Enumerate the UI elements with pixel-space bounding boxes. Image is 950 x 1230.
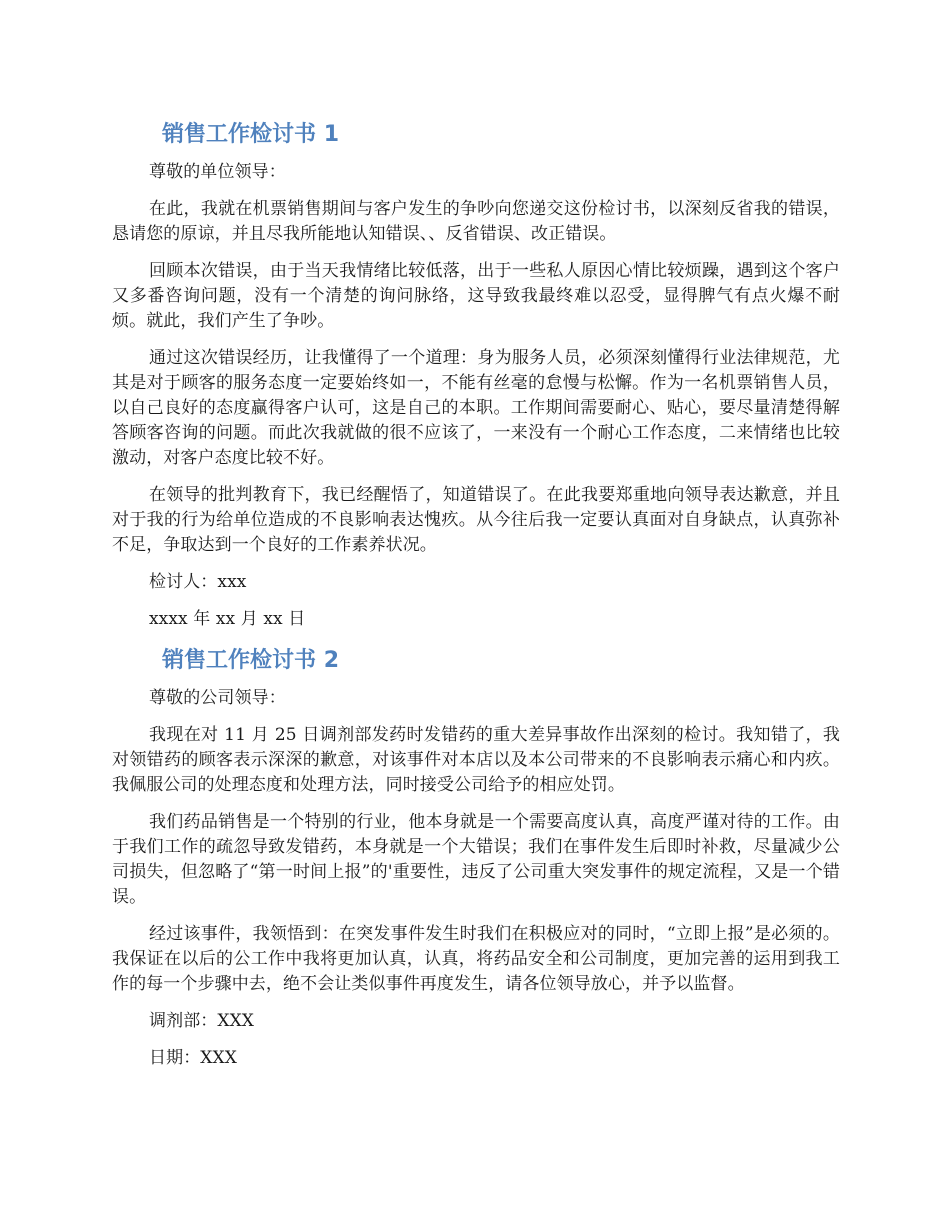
letter-1-title-text: 销售工作检讨书 <box>162 122 317 147</box>
letter-2-paragraph-1: 我现在对 11 月 25 日调剂部发药时发错药的重大差异事故作出深刻的检讨。我知错了，我对领错药的顾客表示深深的歉意，对该事件对本店以及本公司带来的不良影响表示痛心和内疚。我佩服公司的处理态度和处理方法，同时接受公司给予的相应处罚。 <box>112 725 840 795</box>
letter-1-title <box>162 118 840 152</box>
letter-1-title-number: 1 <box>323 122 339 147</box>
letter-1-paragraph-4: 在领导的批判教育下，我已经醒悟了，知道错误了。在此我要郑重地向领导表达歉意，并且对于我的行为给单位造成的不良影响表达愧疚。从今往后我一定要认真面对自身缺点，认真弥补不足，争取达到一个良好的工作素养状况。 <box>112 485 840 555</box>
letter-2-title-number: 2 <box>323 648 339 673</box>
document-page <box>112 118 840 1083</box>
letter-1-paragraph-2: 回顾本次错误，由于当天我情绪比较低落，出于一些私人原因心情比较烦躁，遇到这个客户又多番咨询问题，没有一个清楚的询问脉络，这导致我最终难以忍受，显得脾气有点火爆不耐烦。就此，我们产生了争吵。 <box>112 261 840 331</box>
letter-1-signer: 检讨人：xxx <box>149 572 247 592</box>
letter-1 <box>112 118 840 632</box>
letter-2-paragraph-3: 经过该事件，我领悟到：在突发事件发生时我们在积极应对的同时，“立即上报”是必须的。我保证在以后的公工作中我将更加认真，认真，将药品安全和公司制度，更加完善的运用到我工作的每一个步骤中去，绝不会让类似事件再度发生，请各位领导放心，并予以监督。 <box>112 924 840 994</box>
letter-1-paragraph-3: 通过这次错误经历，让我懂得了一个道理：身为服务人员，必须深刻懂得行业法律规范，尤其是对于顾客的服务态度一定要始终如一，不能有丝毫的怠慢与松懈。作为一名机票销售人员，以自己良好的态度赢得客户认可，这是自己的本职。工作期间需要耐心、贴心，要尽量清楚得解答顾客咨询的问题。而此次我就做的很不应该了，一来没有一个耐心工作态度，二来情绪也比较激动，对客户态度比较不好。 <box>112 348 840 468</box>
letter-2-date: 日期：XXX <box>149 1048 237 1068</box>
letter-2-department: 调剂部：XXX <box>149 1011 255 1031</box>
letter-2 <box>112 644 840 1071</box>
letter-2-title <box>162 644 840 678</box>
letter-1-salutation: 尊敬的单位领导： <box>149 162 286 182</box>
letter-2-title-text: 销售工作检讨书 <box>162 648 317 673</box>
letter-1-date: xxxx 年 xx 月 xx 日 <box>149 609 306 629</box>
letter-2-paragraph-2: 我们药品销售是一个特别的行业，他本身就是一个需要高度认真，高度严谨对待的工作。由于我们工作的疏忽导致发错药，本身就是一个大错误；我们在事件发生后即时补救，尽量减少公司损失，但忽略了“第一时间上报”的'重要性，违反了公司重大突发事件的规定流程，又是一个错误。 <box>112 812 840 907</box>
letter-2-salutation: 尊敬的公司领导： <box>149 688 286 708</box>
letter-1-paragraph-1: 在此，我就在机票销售期间与客户发生的争吵向您递交这份检讨书，以深刻反省我的错误，恳请您的原谅，并且尽我所能地认知错误、、反省错误、改正错误。 <box>112 199 840 244</box>
